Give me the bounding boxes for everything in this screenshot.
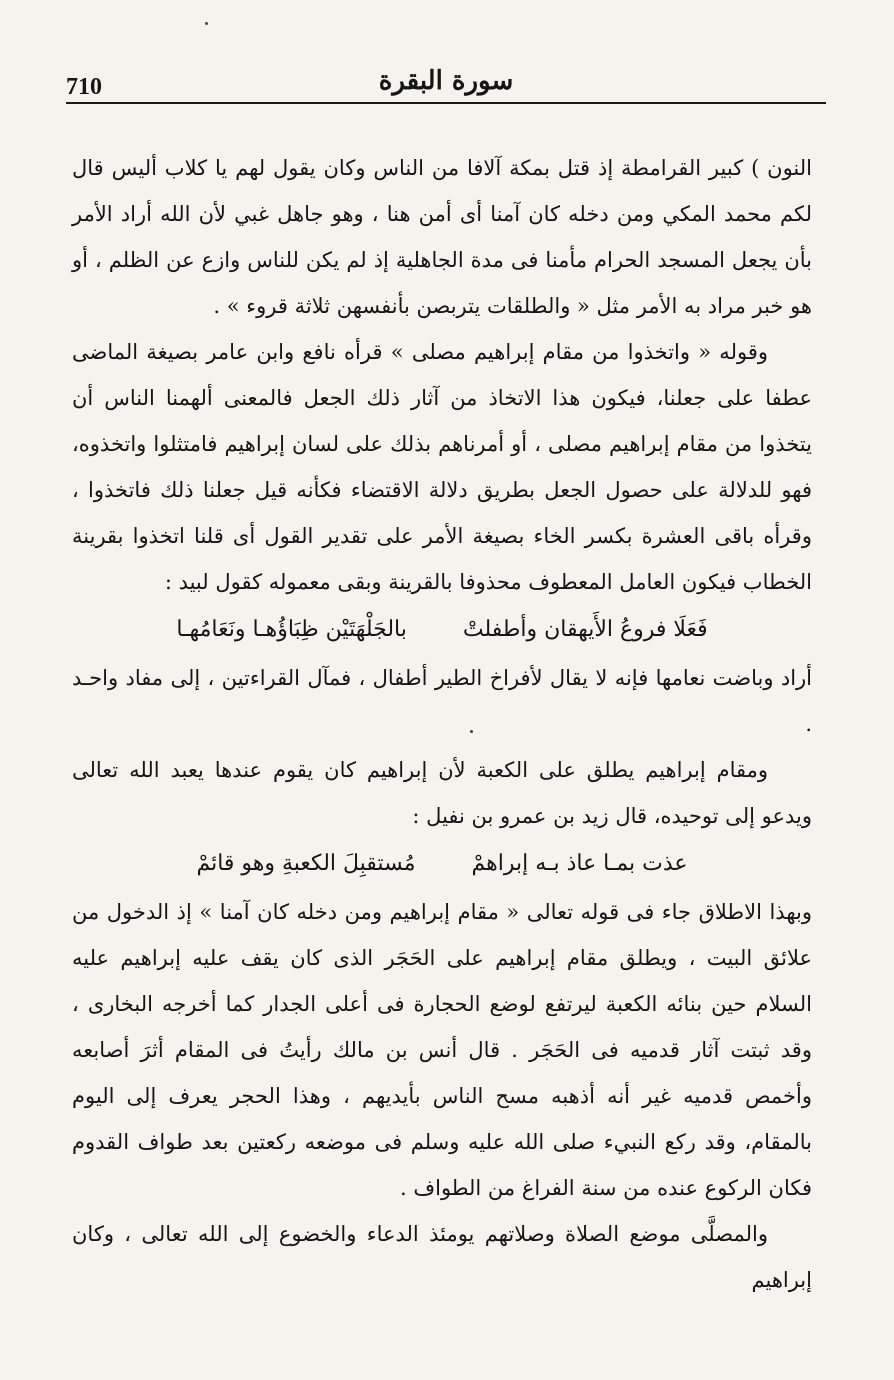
body-text	[72, 145, 812, 1303]
verse-hemistich-right: فَعَلَا فروعُ الأَيهقان وأطفلتْ	[462, 617, 708, 642]
verse-hemistich-left: بالجَلْهَتَيْن ظِبَاؤُهـا ونَعَامُهـا	[176, 617, 407, 642]
paragraph: والمصلَّى موضع الصلاة وصلاتهم يومئذ الدعاء والخضوع إلى الله تعالى ، وكان إبراهيم	[72, 1222, 812, 1292]
page-number: 710	[66, 74, 102, 100]
surah-title: سورة البقرة	[378, 66, 514, 96]
verse-hemistich-left: مُستقبِلَ الكعبةِ وهو قائمْ	[196, 851, 416, 876]
paragraph: وبهذا الاطلاق جاء فى قوله تعالى « مقام إبراهيم ومن دخله كان آمنا » إذ الدخول من علائق البيت ، ويطلق مقام إبراهيم على الحَجَر الذى كان يقف عليه إبراهيم عليه السلام حين بنائه الكعبة ليرتفع لوضع الحجارة فى أعلى الجدار كما أخرجه البخارى ، وقد ثبتت آثار قدميه فى الحَجَر . قال أنس بن مالك رأيتُ فى المقام أثرَ أصابعه وأخمص قدميه غير أنه أذهبه مسح الناس بأيديهم ، وهذا الحجر يعرف إلى اليوم بالمقام، وقد ركع النبيء صلى الله عليه وسلم فى موضعه ركعتين بعد طواف القدوم فكان الركوع عنده من سنة الفراغ من الطواف .	[72, 900, 812, 1200]
paragraph: النون ) كبير القرامطة إذ قتل بمكة آلافا من الناس وكان يقول لهم يا كلاب أليس قال لكم محمد المكي ومن دخله كان آمنا أى أمن هنا ، وهو جاهل غبي لأن الله أراد الأمر بأن يجعل المسجد الحرام مأمنا فى مدة الجاهلية إذ لم يكن للناس وازع عن الظلم ، أو هو خبر مراد به الأمر مثل « والطلقات يتربصن بأنفسهن ثلاثة قروء » .	[72, 156, 812, 318]
paragraph: ومقام إبراهيم يطلق على الكعبة لأن إبراهيم كان يقوم عندها يعبد الله تعالى ويدعو إلى توحيده، قال زيد بن عمرو بن نفيل :	[72, 758, 812, 828]
paragraph: وقوله « واتخذوا من مقام إبراهيم مصلى » قرأه نافع وابن عامر بصيغة الماضى عطفا على جعلنا، فيكون هذا الاتخاذ من آثار ذلك الجعل فالمعنى ألهمنا الناس أن يتخذوا من مقام إبراهيم مصلى ، أو أمرناهم بذلك على لسان إبراهيم فامتثلوا واتخذوه، فهو للدلالة على حصول الجعل بطريق دلالة الاقتضاء فكأنه قيل جعلنا ذلك فاتخذوا ، وقرأه باقى العشرة بكسر الخاء بصيغة الأمر على تقدير القول أى قلنا اتخذوا بقرينة الخطاب فيكون العامل المعطوف محذوفا بالقرينة وبقى معموله كقول لبيد :	[72, 340, 812, 594]
scan-speck	[205, 22, 208, 25]
poetry-verse	[72, 605, 812, 655]
page-header	[66, 58, 826, 104]
paragraph: أراد وباضت نعامها فإنه لا يقال لأفراخ الطير أطفال ، فمآل القراءتين ، إلى مفاد واحـد .	[72, 666, 812, 736]
verse-hemistich-right: عذت بمـا عاذ بـه إبراهمْ	[471, 851, 688, 876]
poetry-verse	[72, 839, 812, 889]
